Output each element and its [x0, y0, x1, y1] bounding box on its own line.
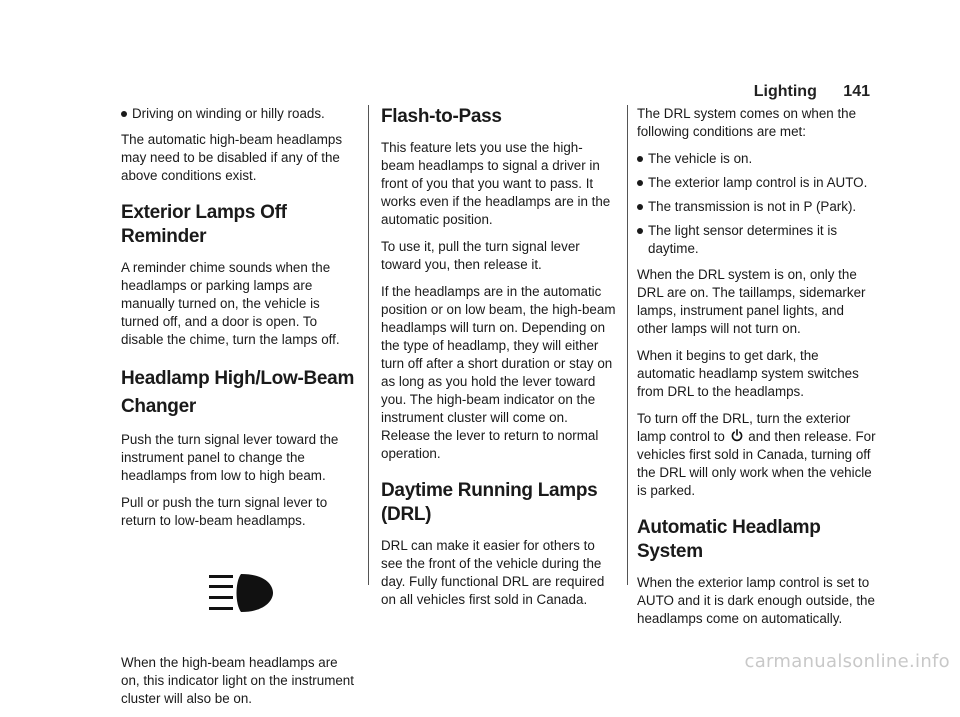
text-span: To turn off the DRL, turn the exterior lamp control to: [637, 411, 851, 444]
paragraph: DRL can make it easier for others to see the front of the vehicle during the day. Fully functional DRL are required on all vehicles first sold in Canada.: [381, 538, 605, 607]
page-number: 141: [843, 83, 870, 100]
high-beam-indicator-icon: [207, 572, 275, 614]
paragraph: To use it, pull the turn signal lever toward you, then release it.: [381, 239, 580, 272]
paragraph: Pull or push the turn signal lever to return to low-beam headlamps.: [121, 495, 328, 528]
paragraph: When the high-beam headlamps are on, this indicator light on the instrument cluster will also be on.: [121, 655, 354, 706]
section-heading: Automatic Headlamp System: [637, 517, 821, 562]
section-heading: Exterior Lamps Off Reminder: [121, 202, 287, 247]
section-heading: Daytime Running Lamps (DRL): [381, 480, 598, 525]
list-item: The exterior lamp control is in AUTO.: [637, 174, 877, 192]
watermark: carmanualsonline.info: [744, 651, 950, 672]
section-title: Lighting: [753, 83, 817, 100]
section-heading: Flash-to-Pass: [381, 106, 502, 127]
column-2: [381, 105, 616, 618]
list-item: The light sensor determines it is daytime.: [637, 222, 877, 258]
list-item: The vehicle is on.: [637, 150, 877, 168]
paragraph: The DRL system comes on when the following conditions are met:: [637, 106, 857, 139]
conditions-list: [637, 150, 877, 258]
paragraph: This feature lets you use the high-beam headlamps to signal a driver in front of you that you want to pass. It works even if the headlamps are in the automatic position.: [381, 140, 611, 227]
column-1: [121, 105, 356, 717]
list-item: Driving on winding or hilly roads.: [121, 105, 356, 123]
conditions-list: [121, 105, 356, 123]
column-3: [637, 105, 877, 637]
paragraph: Push the turn signal lever toward the instrument panel to change the headlamps from low to high beam.: [121, 432, 339, 483]
page-header: [754, 83, 870, 101]
list-item: The transmission is not in P (Park).: [637, 198, 877, 216]
section-heading: Headlamp High/Low-Beam Changer: [121, 368, 355, 417]
paragraph: If the headlamps are in the automatic position or on low beam, the high-beam headlamps will turn on. Depending on the type of headlamp, they will either turn off after a short duration or stay on as long as you hold the lever toward you. The high-beam indicator on the instrument cluster will come on. Release the lever to return to normal operation.: [381, 284, 616, 461]
column-divider: [627, 105, 628, 585]
text-span: and then release. For vehicles first sold in Canada, turning off the DRL will only work when the vehicle is parked.: [637, 429, 876, 498]
paragraph: When it begins to get dark, the automatic headlamp system switches from DRL to the headlamps.: [637, 348, 859, 399]
paragraph: The automatic high-beam headlamps may need to be disabled if any of the above conditions exist.: [121, 132, 343, 183]
icon-container: [121, 560, 356, 632]
column-divider: [368, 105, 369, 585]
paragraph: When the exterior lamp control is set to AUTO and it is dark enough outside, the headlamps come on automatically.: [637, 575, 875, 626]
paragraph: When the DRL system is on, only the DRL are on. The taillamps, sidemarker lamps, instrument panel lights, and other lamps will not turn on.: [637, 267, 866, 336]
power-off-icon: [731, 429, 743, 442]
paragraph-turn-off: [637, 410, 877, 500]
paragraph: A reminder chime sounds when the headlamps or parking lamps are manually turned on, the vehicle is turned off, and a door is open. To disable the chime, turn the lamps off.: [121, 260, 340, 347]
